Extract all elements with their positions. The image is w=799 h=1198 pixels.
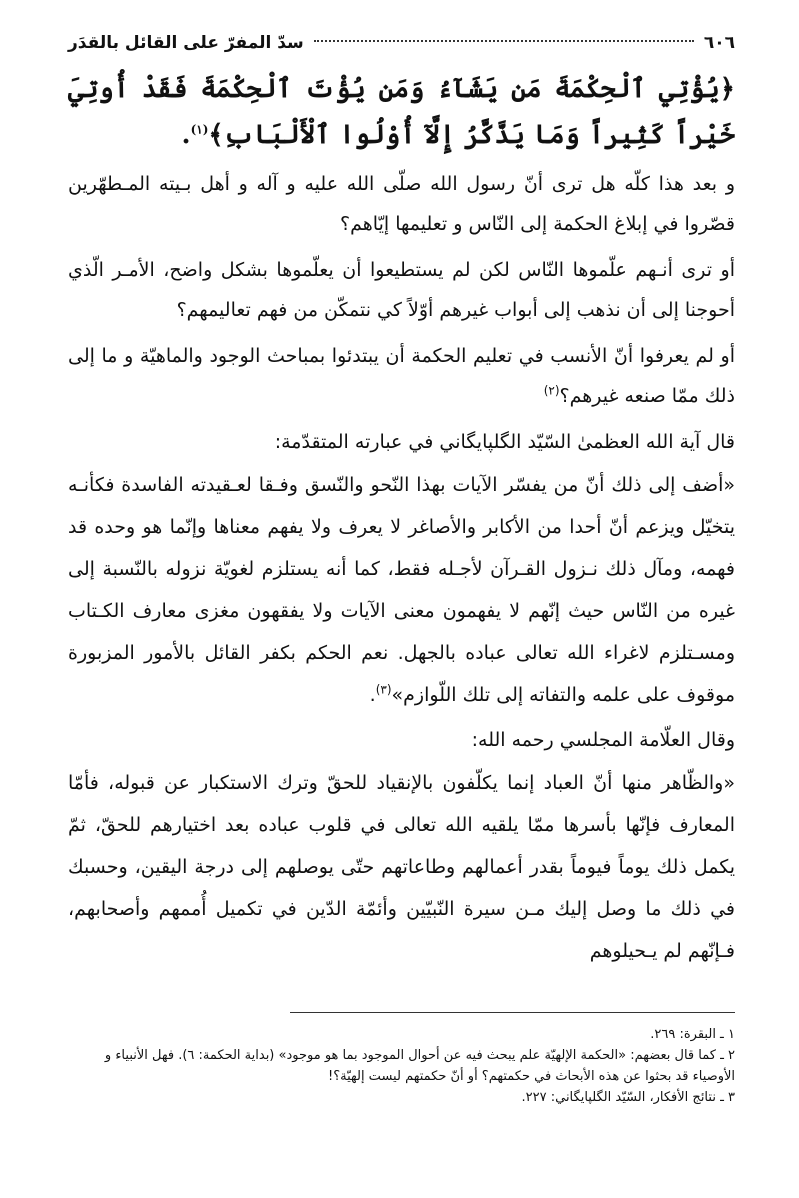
- footnote-1: ١ ـ البقرة: ٢٦٩.: [650, 1027, 735, 1042]
- quote-lead-2: وقال العلّامة المجلسي رحمه الله:: [471, 729, 735, 751]
- footnote-divider: [290, 1012, 735, 1013]
- quran-verse: [68, 66, 735, 158]
- footnote-3: ٣ ـ نتائج الأفكار، السّيّد الگلپايگاني: ٢٢٧.: [521, 1090, 735, 1105]
- quote-lead-1: قال آية الله العظمىٰ السّيّد الگلپايگاني في عبارته المتقدّمة:: [274, 431, 735, 453]
- paragraph-2: أو ترى أنـهم علّموها النّاس لكن لم يستطيعوا أن يعلّموها بشكل واضح، الأمـر الّذي أحوجنا إلى أن نذهب إلى أبواب غيرهم أوّلاً كي نتمكّن من فهم تعاليمهم؟: [68, 259, 735, 321]
- paragraph-3: [68, 336, 735, 416]
- quote-2: «والظّاهر منها أنّ العباد إنما يكلّفون بالإنقياد للحقّ وترك الاستكبار عن قبوله، فأمّا المعارف فإنّها بأسرها ممّا يلقيه الله تعالى في قلوب عباده بعد اختيارهم للحقّ، ثمّ يكمل ذلك يوماً فيوماً بقدر أعمالهم وطاعاتهم حتّى يوصلهم إلى درجة اليقين، وحسبك في ذلك ما وصل إليك مـن سيرة النّبيّين وأئمّة الدّين في تكميل أُممهم وأصحابهم، فـإنّهم لم يـحيلوهم: [68, 772, 735, 962]
- footnote-ref-2: (٢): [543, 383, 560, 398]
- paragraph-1: و بعد هذا كلّه هل ترى أنّ رسول الله صلّى الله عليه و آله و أهل بـيته المـطهّرين قصّروا في إبلاغ الحكمة إلى النّاس و تعليمها إيّاهم؟: [68, 173, 735, 235]
- footnote-ref-3: (٣): [375, 682, 392, 697]
- page-header: [68, 28, 735, 58]
- header-leader-dots: [314, 40, 694, 42]
- quote-1-text: «أضف إلى ذلك أنّ من يفسّر الآيات بهذا النّحو والنّسق وفـقا لعـقيدته الفاسدة فكأنـه يتخيّل ويزعم أنّ أحدا من الأكابر والأصاغر لا يعرف ولا يفهم معناها وإنّما هو وحده قد فهمه، ومآل ذلك نـزول القـرآن لأجـله فقط، كما أنه يستلزم لغويّة نزوله بالنّسبة إلى غيره من النّاس حيث إنّهم لا يفهمون معنى الآيات ولا يفقهون مغزى معارف الكـتاب ومسـتلزم لاغراء الله تعالى عباده بالجهل. نعم الحكم بكفر القائل بالأمور المزبورة موقوف على علمه والتفاته إلى تلك اللّوازم»: [68, 474, 735, 706]
- footnote-ref-1: (١): [190, 122, 209, 137]
- verse-text: ﴿يُؤْتِي ٱلْحِكْمَةَ مَن يَشَآءُ وَمَن يُؤْتَ ٱلْحِكْمَةَ فَقَدْ أُوتِيَ خَيْراً كَثِيراً وَمَا يَذَّكَّرُ إِلَّآ أُوْلُوا ٱلْأَلْبَابِ﴾: [68, 74, 735, 150]
- verse-end: .: [181, 120, 191, 150]
- running-title: سدّ المفرّ على القائل بالقدَر: [68, 33, 304, 53]
- footnotes: [68, 1024, 735, 1108]
- quote-1: «أضف إلى ذلك أنّ من يفسّر الآيات بهذا النّحو والنّسق وفـقا لعـقيدته الفاسدة فكأنـه يتخيّل ويزعم أنّ أحدا من الأكابر والأصاغر لا يعرف ولا يفهم معناها وإنّما هو وحده قد فهمه، ومآل ذلك نـزول القـرآن لأجـله فقط، كما أنه يستلزم لغويّة نزوله بالنّسبة إلى غيره من النّاس حيث إنّهم لا يفهمون معنى الآيات ولا يفقهون مغزى معارف الكـتاب ومسـتلزم لاغراء الله تعالى عباده بالجهل. نعم الحكم بكفر القائل بالأمور المزبورة موقوف على علمه والتفاته إلى تلك اللّوازم»$^{(٣)}$.: [68, 474, 735, 706]
- paragraph-3-text: أو لم يعرفوا أنّ الأنسب في تعليم الحكمة أن يبتدئوا بمباحث الوجود والماهيّة و ما إلى ذلك ممّا صنعه غيرهم؟: [68, 345, 735, 407]
- footnote-2: ٢ ـ كما قال بعضهم: «الحكمة الإلهيّة علم يبحث فيه عن أحوال الموجود بما هو موجود» (بداية الحكمة: ٦). فهل الأنبياء و الأوصياء قد بحثوا عن هذه الأبحاث في حكمتهم؟ أو أنّ حكمتهم ليست إلهيّة؟!: [104, 1048, 735, 1084]
- page-number: ٦٠٦: [703, 33, 735, 53]
